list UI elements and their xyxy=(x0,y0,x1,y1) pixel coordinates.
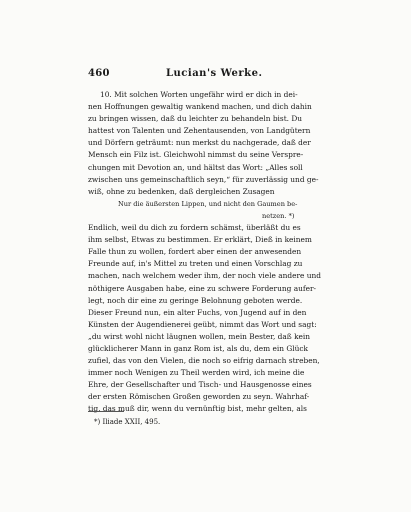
text-line: ihm selbst, Etwas zu bestimmen. Er erklärt, Dieß in keinem xyxy=(88,235,312,245)
footnote-divider xyxy=(88,411,124,412)
text-line: und Dörfern geträumt: nun merkst du nachgerade, daß der xyxy=(88,138,311,148)
text-line: Künsten der Augendienerei geübt, nimmt das Wort und sagt: xyxy=(88,319,317,329)
text-line: legt, noch dir eine zu geringe Belohnung geboten werde. xyxy=(88,295,303,305)
page-number: 460 xyxy=(88,68,110,79)
text-line: machen, nach welchem weder ihm, der noch viele andere und xyxy=(88,271,321,281)
text-line: hattest von Talenten und Zehentausenden, von Landgütern xyxy=(88,126,311,136)
text-line: der ersten Römischen Großen geworden zu seyn. Wahrhaf- xyxy=(88,392,310,402)
text-line: 10. Mit solchen Worten ungefähr wird er dich in dei- xyxy=(100,90,298,99)
text-line: Dieser Freund nun, ein alter Fuchs, von Jugend auf in den xyxy=(88,307,307,317)
text-line: chungen mit Devotion an, und hältst das Wort: „Alles soll xyxy=(88,162,303,172)
text-line: Ehre, der Gesellschafter und Tisch- und Hausgenosse eines xyxy=(88,380,312,390)
text-line: wiß, ohne zu bedenken, daß dergleichen Zusagen xyxy=(88,186,275,196)
quote-line: Nur die äußersten Lippen, und nicht den Gaumen be- xyxy=(118,199,298,208)
text-line: zu bringen wissen, daß du leichter zu behandeln bist. Du xyxy=(88,114,303,124)
text-line: „du wirst wohl nicht läugnen wollen, mein Bester, daß kein xyxy=(88,331,311,341)
running-title: Lucian's Werke. xyxy=(166,68,263,79)
text-line: zwischen uns gemeinschaftlich seyn,“ für zuverlässig und ge- xyxy=(88,174,319,184)
page-body xyxy=(88,89,350,416)
text-line: immer noch Wenigen zu Theil werden wird, ich meine die xyxy=(88,368,305,378)
text-line: Freunde auf, in's Mittel zu treten und einen Vorschlag zu xyxy=(88,259,303,269)
text-line: nen Hoffnungen gewaltig wankend machen, und dich dahin xyxy=(88,102,312,112)
text-line: Falle thun zu wollen, fordert aber einen der anwesenden xyxy=(88,247,302,257)
text-line: Mensch ein Filz ist. Gleichwohl nimmst du seine Verspre- xyxy=(88,150,304,160)
text-line: nöthigere Ausgaben habe, eine zu schwere Forderung aufer- xyxy=(88,283,316,293)
text-line: glücklicherer Mann in ganz Rom ist, als du, dem ein Glück xyxy=(88,343,308,353)
text-line: zufiel, das von den Vielen, die noch so eifrig darnach streben, xyxy=(88,356,320,366)
footnote: *) Iliade XXII, 495. xyxy=(94,418,161,426)
quote-line: netzen. *) xyxy=(262,211,295,220)
text-line: Endlich, weil du dich zu fordern schämst, überläßt du es xyxy=(88,223,301,233)
text-line: tig, das muß dir, wenn du vernünftig bist, mehr gelten, als xyxy=(88,404,307,414)
